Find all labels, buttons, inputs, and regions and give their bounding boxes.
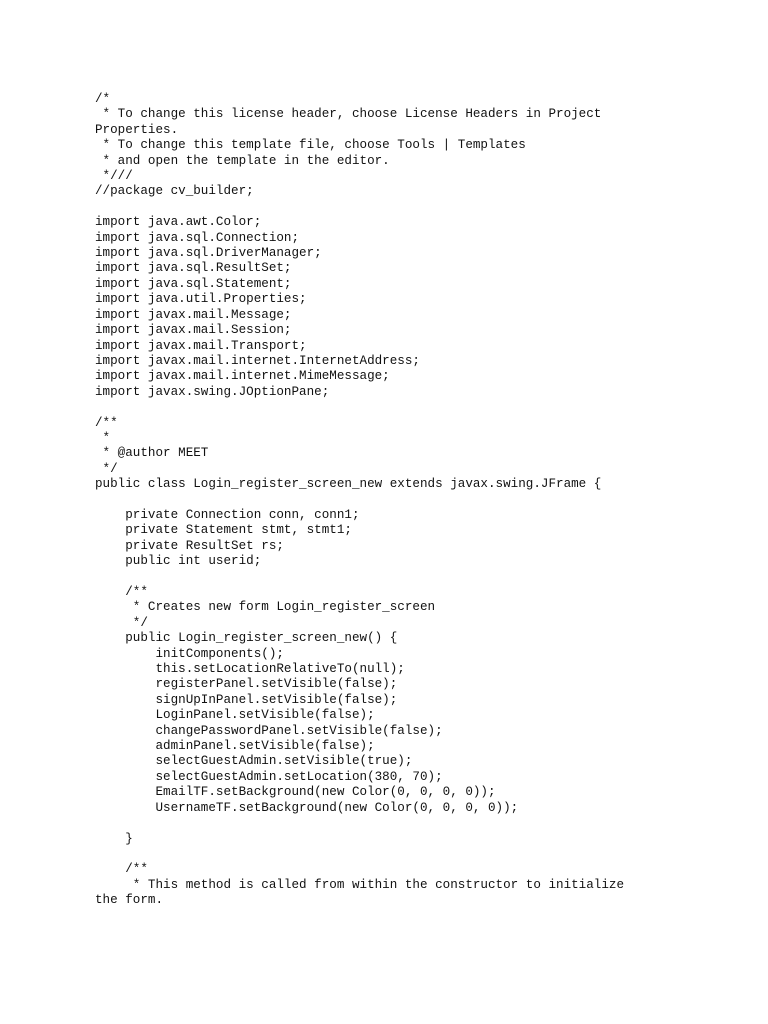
code-line: import java.util.Properties; bbox=[95, 292, 307, 307]
code-line: EmailTF.setBackground(new Color(0, 0, 0, 0)); bbox=[95, 785, 496, 800]
code-line: import javax.swing.JOptionPane; bbox=[95, 384, 330, 399]
code-line: import java.sql.DriverManager; bbox=[95, 246, 322, 261]
code-line bbox=[95, 570, 695, 585]
code-line: /** bbox=[95, 585, 148, 599]
code-line: //package cv_builder; bbox=[95, 184, 254, 199]
code-line: * This method is called from within the constructor to initialize bbox=[95, 877, 625, 892]
code-line: /** bbox=[95, 415, 118, 430]
code-line: private ResultSet rs; bbox=[95, 538, 284, 553]
code-line: */ bbox=[95, 615, 148, 630]
code-line: /* bbox=[95, 92, 111, 106]
code-line: * Creates new form Login_register_screen bbox=[95, 600, 436, 615]
code-line: public Login_register_screen_new() { bbox=[95, 631, 398, 646]
code-line bbox=[95, 847, 695, 862]
code-line: * bbox=[95, 430, 111, 445]
code-line: * @author MEET bbox=[95, 446, 209, 461]
code-line bbox=[95, 493, 695, 508]
code-line: * To change this template file, choose Tools | Templates bbox=[95, 138, 526, 153]
code-line: public int userid; bbox=[95, 554, 262, 569]
code-line: private Statement stmt, stmt1; bbox=[95, 523, 352, 538]
code-line: import javax.mail.internet.MimeMessage; bbox=[95, 369, 390, 384]
code-line: */// bbox=[95, 169, 133, 184]
code-line: public class Login_register_screen_new extends javax.swing.JFrame { bbox=[95, 477, 602, 492]
code-line: this.setLocationRelativeTo(null); bbox=[95, 662, 405, 677]
code-line: LoginPanel.setVisible(false); bbox=[95, 708, 375, 723]
code-line: import javax.mail.Session; bbox=[95, 323, 292, 338]
code-line: * and open the template in the editor. bbox=[95, 153, 390, 168]
code-line: the form. bbox=[95, 893, 164, 908]
code-line: */ bbox=[95, 461, 118, 476]
code-line: UsernameTF.setBackground(new Color(0, 0, 0, 0)); bbox=[95, 800, 519, 815]
code-line: import java.sql.ResultSet; bbox=[95, 261, 292, 276]
code-line: selectGuestAdmin.setVisible(true); bbox=[95, 754, 413, 769]
code-line: private Connection conn, conn1; bbox=[95, 507, 360, 522]
code-line: selectGuestAdmin.setLocation(380, 70); bbox=[95, 769, 443, 784]
code-line: import javax.mail.Transport; bbox=[95, 338, 307, 353]
code-line: import java.awt.Color; bbox=[95, 215, 262, 230]
code-line: initComponents(); bbox=[95, 646, 284, 661]
code-line: changePasswordPanel.setVisible(false); bbox=[95, 723, 443, 738]
code-line: signUpInPanel.setVisible(false); bbox=[95, 692, 398, 707]
code-line bbox=[95, 816, 695, 831]
code-line: import javax.mail.internet.InternetAddress; bbox=[95, 353, 420, 368]
code-line: import java.sql.Connection; bbox=[95, 230, 300, 245]
code-line: * To change this license header, choose License Headers in Project bbox=[95, 107, 602, 122]
code-line: adminPanel.setVisible(false); bbox=[95, 739, 375, 754]
code-line bbox=[95, 400, 695, 415]
code-line bbox=[95, 200, 695, 215]
code-line: Properties. bbox=[95, 122, 179, 137]
code-block bbox=[95, 92, 695, 909]
code-line: registerPanel.setVisible(false); bbox=[95, 677, 398, 692]
code-line: } bbox=[95, 831, 133, 846]
code-line: /** bbox=[95, 862, 148, 877]
code-line: import javax.mail.Message; bbox=[95, 307, 292, 322]
code-line: import java.sql.Statement; bbox=[95, 276, 292, 291]
